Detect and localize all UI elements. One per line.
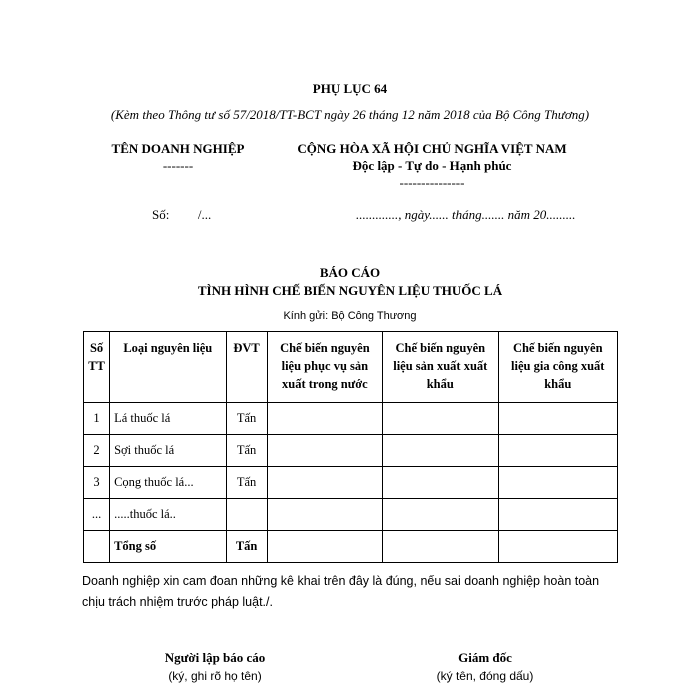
cell-unit <box>226 499 267 531</box>
material-table <box>83 331 618 563</box>
cell-export[interactable] <box>383 435 498 467</box>
cell-unit: Tấn <box>226 435 267 467</box>
cell-type: .....thuốc lá.. <box>110 499 226 531</box>
cell-type: Tổng số <box>110 531 226 563</box>
header-export: Chế biến nguyên liệu sản xuất xuất khẩu <box>383 332 498 403</box>
cell-stt: 3 <box>84 467 110 499</box>
national-motto: Độc lập - Tự do - Hạnh phúc <box>352 158 512 173</box>
header-unit: ĐVT <box>226 332 267 403</box>
cell-domestic[interactable] <box>267 435 382 467</box>
company-block <box>98 140 258 174</box>
cell-domestic[interactable] <box>267 403 382 435</box>
cell-export[interactable] <box>383 499 498 531</box>
cell-export[interactable] <box>383 467 498 499</box>
cell-processing[interactable] <box>498 403 618 435</box>
director-title: Giám đốc <box>458 650 512 665</box>
republic-block <box>262 140 602 191</box>
appendix-note: (Kèm theo Thông tư số 57/2018/TT-BCT ngày 26 tháng 12 năm 2018 của Bộ Công Thương) <box>110 107 590 122</box>
document-number <box>152 207 211 223</box>
table-row <box>84 467 618 499</box>
motto-dashes: --------------- <box>399 175 465 190</box>
cell-unit: Tấn <box>226 531 267 563</box>
header-stt: Số TT <box>84 332 110 403</box>
cell-unit: Tấn <box>226 403 267 435</box>
republic-title: CỘNG HÒA XÃ HỘI CHỦ NGHĨA VIỆT NAM <box>297 141 567 156</box>
cell-stt <box>84 531 110 563</box>
cell-type: Cọng thuốc lá... <box>110 467 226 499</box>
cell-stt: 2 <box>84 435 110 467</box>
cell-type: Sợi thuốc lá <box>110 435 226 467</box>
table-row <box>84 403 618 435</box>
header-domestic: Chế biến nguyên liệu phục vụ sản xuất trong nước <box>267 332 382 403</box>
report-title <box>0 264 700 300</box>
number-label: Số: <box>152 207 170 222</box>
cell-domestic[interactable] <box>267 499 382 531</box>
preparer-note: (ký, ghi rõ họ tên) <box>168 669 262 683</box>
report-title-line1: BÁO CÁO <box>319 265 381 280</box>
cell-stt: ... <box>84 499 110 531</box>
table-header-row <box>84 332 618 403</box>
cell-processing[interactable] <box>498 467 618 499</box>
cell-processing[interactable] <box>498 435 618 467</box>
date-line: ............., ngày...... tháng....... năm 20......... <box>356 207 576 222</box>
cell-export[interactable] <box>383 531 498 563</box>
header-type: Loại nguyên liệu <box>110 332 226 403</box>
company-dashes: ------- <box>162 158 194 173</box>
signature-preparer <box>130 648 300 686</box>
cell-stt: 1 <box>84 403 110 435</box>
cell-unit: Tấn <box>226 467 267 499</box>
recipient: Kính gửi: Bộ Công Thương <box>283 310 417 322</box>
table-row <box>84 435 618 467</box>
company-name: TÊN DOANH NGHIỆP <box>111 141 245 156</box>
director-note: (ký tên, đóng dấu) <box>436 669 534 683</box>
table-total-row <box>84 531 618 563</box>
appendix-title: PHỤ LỤC 64 <box>312 81 388 96</box>
number-value: /... <box>197 207 212 222</box>
cell-domestic[interactable] <box>267 531 382 563</box>
signature-director <box>400 648 570 686</box>
cell-processing[interactable] <box>498 531 618 563</box>
cell-processing[interactable] <box>498 499 618 531</box>
table-row <box>84 499 618 531</box>
report-title-line2: TÌNH HÌNH CHẾ BIẾN NGUYÊN LIỆU THUỐC LÁ <box>197 283 503 298</box>
commitment-statement: Doanh nghiệp xin cam đoan những kê khai trên đây là đúng, nếu sai doanh nghiệp hoàn toàn chịu trách nhiệm trước pháp luật./. <box>82 574 600 609</box>
cell-domestic[interactable] <box>267 467 382 499</box>
cell-export[interactable] <box>383 403 498 435</box>
preparer-title: Người lập báo cáo <box>164 650 266 665</box>
cell-type: Lá thuốc lá <box>110 403 226 435</box>
header-processing: Chế biến nguyên liệu gia công xuất khẩu <box>498 332 618 403</box>
